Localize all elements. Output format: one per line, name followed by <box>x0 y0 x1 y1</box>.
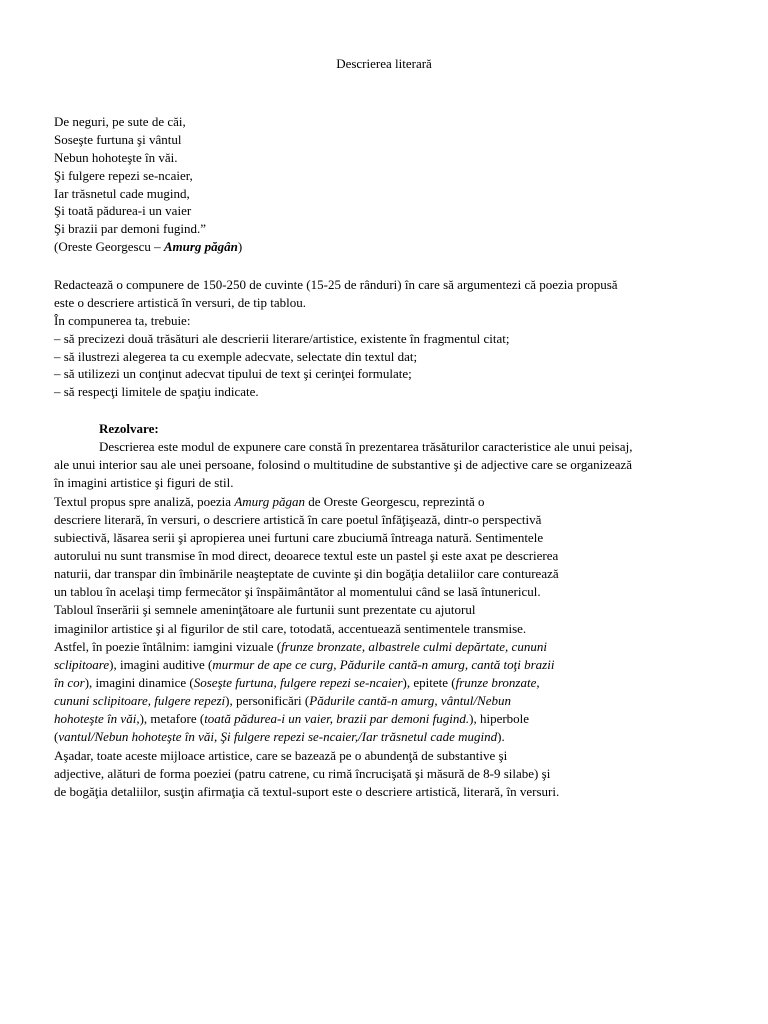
solution-line <box>54 710 724 728</box>
solution-line: Tabloul înserării şi semnele ameninţătoare ale furtunii sunt prezentate cu ajutorul <box>54 602 476 618</box>
text-span: ), imagini auditive ( <box>109 656 213 672</box>
solution-line: Descrierea este modul de expunere care constă în prezentarea trăsăturilor caracteristice ale unui peisaj, <box>99 439 633 455</box>
quote-italic: murmur de ape ce curg, Pădurile cantă-n amurg, cantă toţi brazii <box>212 656 555 672</box>
poem-source-title: Amurg păgân <box>163 239 238 255</box>
solution-section <box>54 420 724 801</box>
quote-italic: în cor <box>54 674 85 690</box>
solution-line: subiectivă, lăsarea serii şi apropierea unei furtuni care zbuciumă întreaga natură. Sentimentele <box>54 529 544 545</box>
task-line: În compunerea ta, trebuie: <box>54 312 191 328</box>
solution-line: adjective, alături de forma poeziei (patru catrene, cu rimă încrucişată şi măsură de 8-9 silabe) şi <box>54 765 551 781</box>
quote-italic: frunze bronzate, albastrele culmi depărtate, cununi <box>281 638 547 654</box>
task-line: – să respecţi limitele de spaţiu indicate. <box>54 384 259 400</box>
solution-line <box>54 692 724 710</box>
quote-italic: Pădurile cantă-n amurg, vântul/Nebun <box>309 693 511 709</box>
solution-line: autorului nu sunt transmise în mod direct, deoarece textul este un pastel şi este axat pe descrierea <box>54 547 559 563</box>
quote-italic: Soseşte furtuna, fulgere repezi se-ncaier <box>193 674 403 690</box>
poem-line: De neguri, pe sute de căi, <box>54 114 186 129</box>
solution-line: un tablou în acelaşi timp fermecător şi înspăimântător al momentului când se lasă întunericul. <box>54 584 541 600</box>
task-line: – să precizezi două trăsături ale descrierii literare/artistice, existente în fragmentul citat; <box>54 330 510 346</box>
solution-line <box>54 674 724 692</box>
solution-line: de bogăţia detaliilor, susţin afirmaţia că textul-suport este o descriere artistică, literară, în versuri. <box>54 783 560 799</box>
poem-source-suffix: ) <box>237 239 243 255</box>
task-line: – să ilustrezi alegerea ta cu exemple adecvate, selectate din textul dat; <box>54 348 418 364</box>
text-span: ( <box>54 729 59 745</box>
text-span: de Oreste Georgescu, reprezintă o <box>304 493 485 509</box>
task-line: – să utilizezi un conţinut adecvat tipului de text şi cerinţei formulate; <box>54 366 412 382</box>
poem-source-prefix: (Oreste Georgescu – <box>54 239 164 255</box>
text-span: ), personificări ( <box>225 693 310 709</box>
poem-line: Iar trăsnetul cade mugind, <box>54 185 190 201</box>
text-span: Textul propus spre analiză, poezia <box>54 493 235 509</box>
solution-line <box>54 638 724 656</box>
quote-italic: vantul/Nebun hohoteşte în văi, Şi fulgere repezi se-ncaier,/Iar trăsnetul cade mugind <box>58 729 498 745</box>
page-title: Descrierea literară <box>336 56 432 71</box>
text-span: ), imagini dinamice ( <box>84 674 194 690</box>
task-line: este o descriere artistică în versuri, de tip tablou. <box>54 294 306 310</box>
solution-line <box>54 728 724 746</box>
poem-line: Soseşte furtuna şi vântul <box>54 131 182 147</box>
poem-source <box>54 238 724 256</box>
poem-line: Nebun hohoteşte în văi. <box>54 149 178 165</box>
solution-line: imaginilor artistice şi al figurilor de stil care, totodată, accentuează sentimentele transmise. <box>54 620 527 636</box>
task-line: Redactează o compunere de 150-250 de cuvinte (15-25 de rânduri) în care să argumentezi că poezia propusă <box>54 277 618 292</box>
text-span: ), metafore ( <box>139 711 205 727</box>
poem-excerpt <box>54 113 724 256</box>
poem-line: Şi fulgere repezi se-ncaier, <box>54 167 193 183</box>
quote-italic: cununi sclipitoare, fulgere repezi <box>54 693 226 709</box>
text-span: ). <box>497 729 505 745</box>
quote-italic: toată pădurea-i un vaier, brazii par demoni fugind. <box>204 711 470 727</box>
solution-line: ale unui interior sau ale unei persoane, folosind o multitudine de substantive şi de adjective care se organizează <box>54 457 633 473</box>
solution-line <box>54 656 724 674</box>
poem-line: Şi brazii par demoni fugind.” <box>54 221 206 237</box>
task-statement <box>54 276 724 401</box>
poem-title-italic: Amurg păgan <box>234 493 305 509</box>
text-span: Astfel, în poezie întâlnim: iamgini vizuale ( <box>54 638 282 654</box>
solution-line: Aşadar, toate aceste mijloace artistice, care se bazează pe o abundenţă de substantive şi <box>54 747 508 763</box>
quote-italic: sclipitoare <box>54 656 110 672</box>
solution-line: descriere literară, în versuri, o descriere artistică în care poetul înfăţişează, dintr-o perspectivă <box>54 511 542 527</box>
solution-heading: Rezolvare: <box>99 421 159 436</box>
text-span: ), hiperbole <box>469 711 530 727</box>
quote-italic: frunze bronzate, <box>455 674 540 690</box>
solution-line <box>54 493 724 511</box>
poem-line: Şi toată pădurea-i un vaier <box>54 203 192 219</box>
solution-line: naturii, dar transpar din îmbinările neaşteptate de cuvinte şi din bogăţia detaliilor care conturează <box>54 566 559 582</box>
solution-line: în imagini artistice şi figuri de stil. <box>54 475 234 491</box>
text-span: ), epitete ( <box>402 674 456 690</box>
quote-italic: hohoteşte în văi, <box>54 711 140 727</box>
